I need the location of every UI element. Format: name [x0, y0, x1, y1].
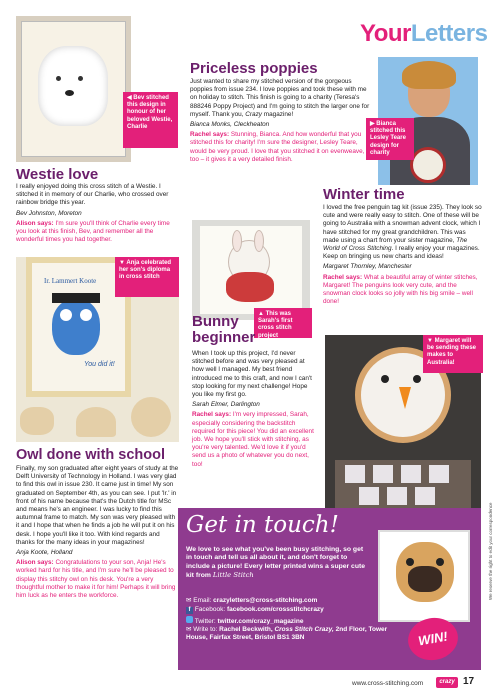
- contact-post: [186, 626, 401, 643]
- owl-stitched-text: Ir. Lammert Koote: [44, 277, 97, 285]
- pug-kit-photo: [378, 530, 470, 622]
- write-name: Rachel Beckwith,: [219, 626, 273, 633]
- owl-letter: [16, 465, 180, 602]
- bianca-caption: ▶ Bianca stitched this Lesley Teare design for charity: [366, 118, 414, 160]
- facebook-url[interactable]: facebook.com/crossstitchcrazy: [226, 606, 324, 613]
- bunny-caption: ▲ This was Sarah's first cross stitch project: [254, 308, 312, 338]
- owl-reply: Congratulations to your son, Anja! He's worked hard for his title, and I'm sure he'll be pleased to display this stitchy owl on his desk. You're a very thoughtful mother to make it for him! Perhaps it will bring him luck as he enters the workforce.: [16, 559, 176, 600]
- bunny-letter: [192, 350, 316, 471]
- westie-reply: I'm sure you'll think of Charlie every time you look at this finish, Bev, and remember all the wonderful times you had together.: [16, 219, 170, 244]
- poppies-letter: [190, 78, 370, 166]
- winter-letter: [323, 204, 483, 308]
- poppies-body: Just wanted to share my stitched version of the gorgeous poppies from issue 234. I love poppies and took these with me on holiday to stitch. This finish is going to a charity (Teresa's 888246 Poppy Project) and I'm going to stitch the larger one for myself. Thank you,: [190, 78, 370, 118]
- winter-body-mag: The World of Cross Stitching: [323, 236, 468, 253]
- kit-brand: Little Stitch: [212, 571, 254, 580]
- contact-panel: [178, 508, 481, 670]
- contact-email[interactable]: [186, 596, 317, 604]
- winter-body: I loved the free penguin tag kit (issue 235). They look so cute and were really easy to stitch. One of these will be going to Australia with a snowman advent clock, which I have stitched for my great grandchildren. This was made using a chart from your sister magazine,: [323, 204, 482, 244]
- contact-intro: [186, 546, 371, 581]
- page-number: 17: [463, 676, 475, 687]
- footer-url[interactable]: www.cross-stitching.com: [352, 680, 424, 687]
- owl-body: Finally, my son graduated after eight years of study at the Delft University of Technology in Holland. I was very glad to find this owl in issue 230. It came just in time! My son graduated on September 4th, as you can see. I put 'Ir.' in front of his name because that's the Dutch title for MSc and means he's an engineer. I was lucky to find this autumnal frame to match. My son was very pleased with it and I hope that when he finds a job he will put it on his desk. I hope you'll like it too. With kind regards and thanks for the many ideas in your magazines!: [16, 465, 179, 546]
- westie-reply-label: Alison says:: [16, 219, 54, 227]
- contact-intro-text: We love to see what you've been busy stitching, so get in touch and tell us all about it, and don't forget to include a picture! Every letter printed wins a super cute kit from: [186, 546, 366, 580]
- owl-caption: ▼ Anja celebrated her son's diploma in cross stitch: [115, 257, 179, 297]
- poppies-body-mag: Crazy: [245, 110, 262, 118]
- write-label: Write to:: [193, 626, 218, 633]
- bunny-title-line2: beginner: [192, 329, 256, 346]
- write-address: 2nd Floor, Tower House, Fairfax Street, Bristol BS1 3BN: [186, 626, 388, 642]
- win-badge-text: WIN!: [417, 628, 449, 649]
- bunny-body: When I took up this project, I'd never stitched before and was very pleased at how well I managed. My best friend introduced me to this craft, and now I can't stop looking for my next challenge! Hope you like my first go.: [192, 350, 312, 399]
- poppies-title: Priceless poppies: [190, 60, 318, 77]
- winter-reply: What a beautiful array of winter stitches, Margaret! The penguins look very cute, and the snowman clock looks so jolly with his big smile – well done!: [323, 273, 478, 306]
- owl-signature: Anja Koote, Holland: [16, 549, 73, 557]
- bunny-title: [192, 314, 255, 346]
- email-address[interactable]: crazyletters@cross-stitching.com: [213, 597, 318, 604]
- owl-stitched-sub: You did it!: [84, 361, 115, 368]
- bunny-reply: I'm very impressed, Sarah, especially considering the backstitch required for this piece! You did an excellent job. We hope you'll stick with stitching, as you're very talented. We'd love it if you'd send us a photo of whatever you do next, too!: [192, 411, 314, 468]
- facebook-label: Facebook:: [194, 606, 226, 613]
- twitter-icon: [186, 616, 193, 623]
- twitter-url[interactable]: twitter.com/crazy_magazine: [217, 618, 304, 625]
- section-title-letters: Letters: [410, 20, 488, 47]
- twitter-label: Twitter:: [194, 618, 216, 625]
- contact-side-note: We reserve the right to edit your correspondence: [488, 502, 493, 600]
- bunny-title-line1: Bunny: [192, 313, 239, 330]
- bunny-photo: [192, 220, 310, 320]
- westie-body: I really enjoyed doing this cross stitch of a Westie. I stitched it in memory of our Charlie, who crossed over rainbow bridge this year.: [16, 183, 169, 207]
- westie-signature: Bev Johnston, Moreton: [16, 209, 82, 217]
- facebook-icon: f: [186, 607, 193, 614]
- bunny-signature: Sarah Elmer, Darlington: [192, 401, 260, 409]
- write-mag: Cross Stitch Crazy,: [274, 626, 334, 633]
- footer-logo-text: crazy: [439, 679, 455, 685]
- westie-title: Westie love: [16, 166, 99, 183]
- winter-body-end: . I really enjoy your magazines. Keep on bringing us new charts and ideas!: [323, 245, 480, 261]
- westie-caption: ◀ Bev stitched this design in honour of her beloved Westie, Charlie: [123, 92, 178, 148]
- poppies-reply: Stunning, Bianca. And how wonderful that you stitched this for charity! I'm sure the designer, Lesley Teare, would be very proud. I love that you stitched it on evenweave, too – it gives it a very detailed finish.: [190, 131, 365, 163]
- winter-signature: Margaret Thornley, Manchester: [323, 263, 412, 271]
- bunny-reply-label: Rachel says:: [192, 411, 232, 419]
- winter-title: Winter time: [323, 186, 405, 203]
- envelope-icon: ✉: [186, 626, 192, 633]
- contact-facebook[interactable]: [186, 606, 324, 614]
- email-icon: ✉: [186, 597, 192, 604]
- footer-logo: [436, 677, 458, 688]
- poppies-body-end: magazine!: [263, 110, 294, 118]
- poppies-signature: Bianca Monks, Cleckheaton: [190, 121, 270, 129]
- winter-reply-label: Rachel says:: [323, 273, 363, 281]
- section-title: [360, 20, 490, 52]
- westie-photo: [16, 16, 131, 162]
- westie-letter: [16, 183, 178, 246]
- email-label: Email:: [193, 597, 212, 604]
- winter-caption: ▼ Margaret will be sending these makes to Australia!: [423, 335, 483, 373]
- poppies-reply-label: Rachel says:: [190, 131, 230, 139]
- section-title-your: Your: [360, 20, 411, 47]
- owl-title: Owl done with school: [16, 447, 166, 463]
- contact-twitter[interactable]: [186, 616, 303, 625]
- contact-title: Get in touch!: [186, 512, 339, 538]
- owl-reply-label: Alison says:: [16, 559, 54, 567]
